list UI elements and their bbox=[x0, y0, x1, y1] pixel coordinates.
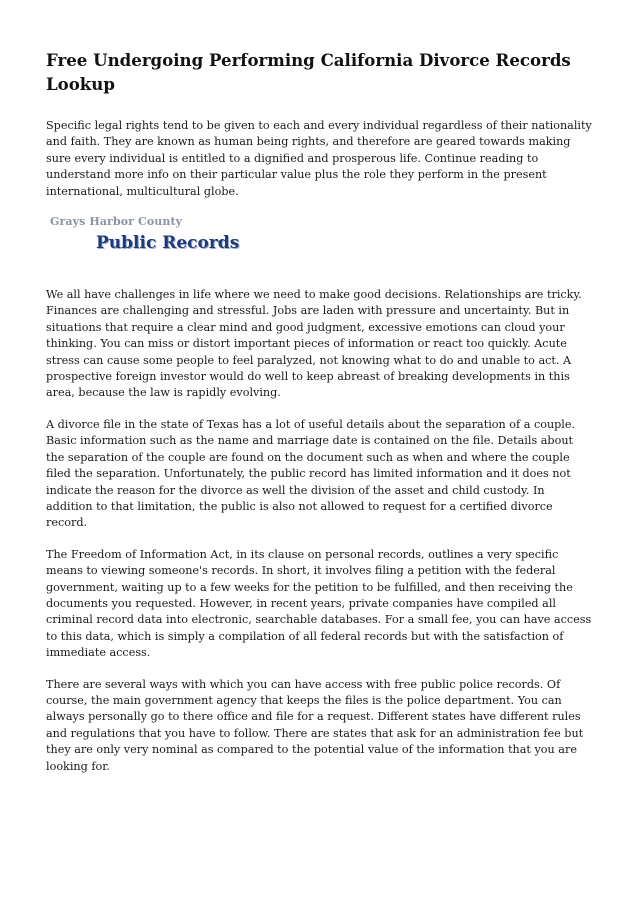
body-paragraph-1: We all have challenges in life where we need to make good decisions. Relationships are tricky. Finances are challenging and stressful. Jobs are laden with pressure and uncertainty. But in situations that require a clear mind and good judgment, excessive emotions can cloud your thinking. You can miss or distort important pieces of information or react too quickly. Acute stress can cause some people to feel paralyzed, not knowing what to do and unable to act. A prospective foreign investor would do well to keep abreast of breaking developments in this area, because the law is rapidly evolving. bbox=[46, 288, 582, 400]
banner-county-text: Grays Harbor County bbox=[50, 215, 183, 229]
intro-paragraph: Specific legal rights tend to be given to each and every individual regardless of their nationality and faith. They are known as human being rights, and therefore are geared towards making sure every individual is entitled to a dignified and prosperous life. Continue reading to understand more info on their particular value plus the role they perform in the present international, multicultural globe. bbox=[46, 119, 592, 198]
public-records-banner-image bbox=[48, 215, 248, 259]
body-paragraph-4: There are several ways with which you can have access with free public police records. Of course, the main government agency that keeps the files is the police department. You can always personally go to there office and file for a request. Different states have different rules and regulations that you have to follow. There are states that ask for an administration fee but they are only very nominal as compared to the potential value of the information that you are looking for. bbox=[46, 677, 584, 773]
page-title: Free Undergoing Performing California Divorce Records Lookup bbox=[46, 50, 571, 94]
body-paragraph-2: A divorce file in the state of Texas has a lot of useful details about the separation of a couple. Basic information such as the name and marriage date is contained on the file. Details about the separation of the couple are found on the document such as when and where the couple filed the separation. Unfortunately, the public record has limited information and it does not indicate the reason for the divorce as well the division of the asset and child custody. In addition to that limitation, the public is also not allowed to request for a certified divorce record. bbox=[46, 417, 576, 530]
body-paragraph-3: The Freedom of Information Act, in its clause on personal records, outlines a very specific means to viewing someone's records. In short, it involves filing a petition with the federal government, waiting up to a few weeks for the petition to be fulfilled, and then receiving the documents you requested. However, in recent years, private companies have compiled all criminal record data into electronic, searchable databases. For a small fee, you can have access to this data, which is simply a compilation of all federal records but with the satisfaction of immediate access. bbox=[46, 547, 592, 660]
banner-records-text: Public Records bbox=[96, 233, 240, 254]
